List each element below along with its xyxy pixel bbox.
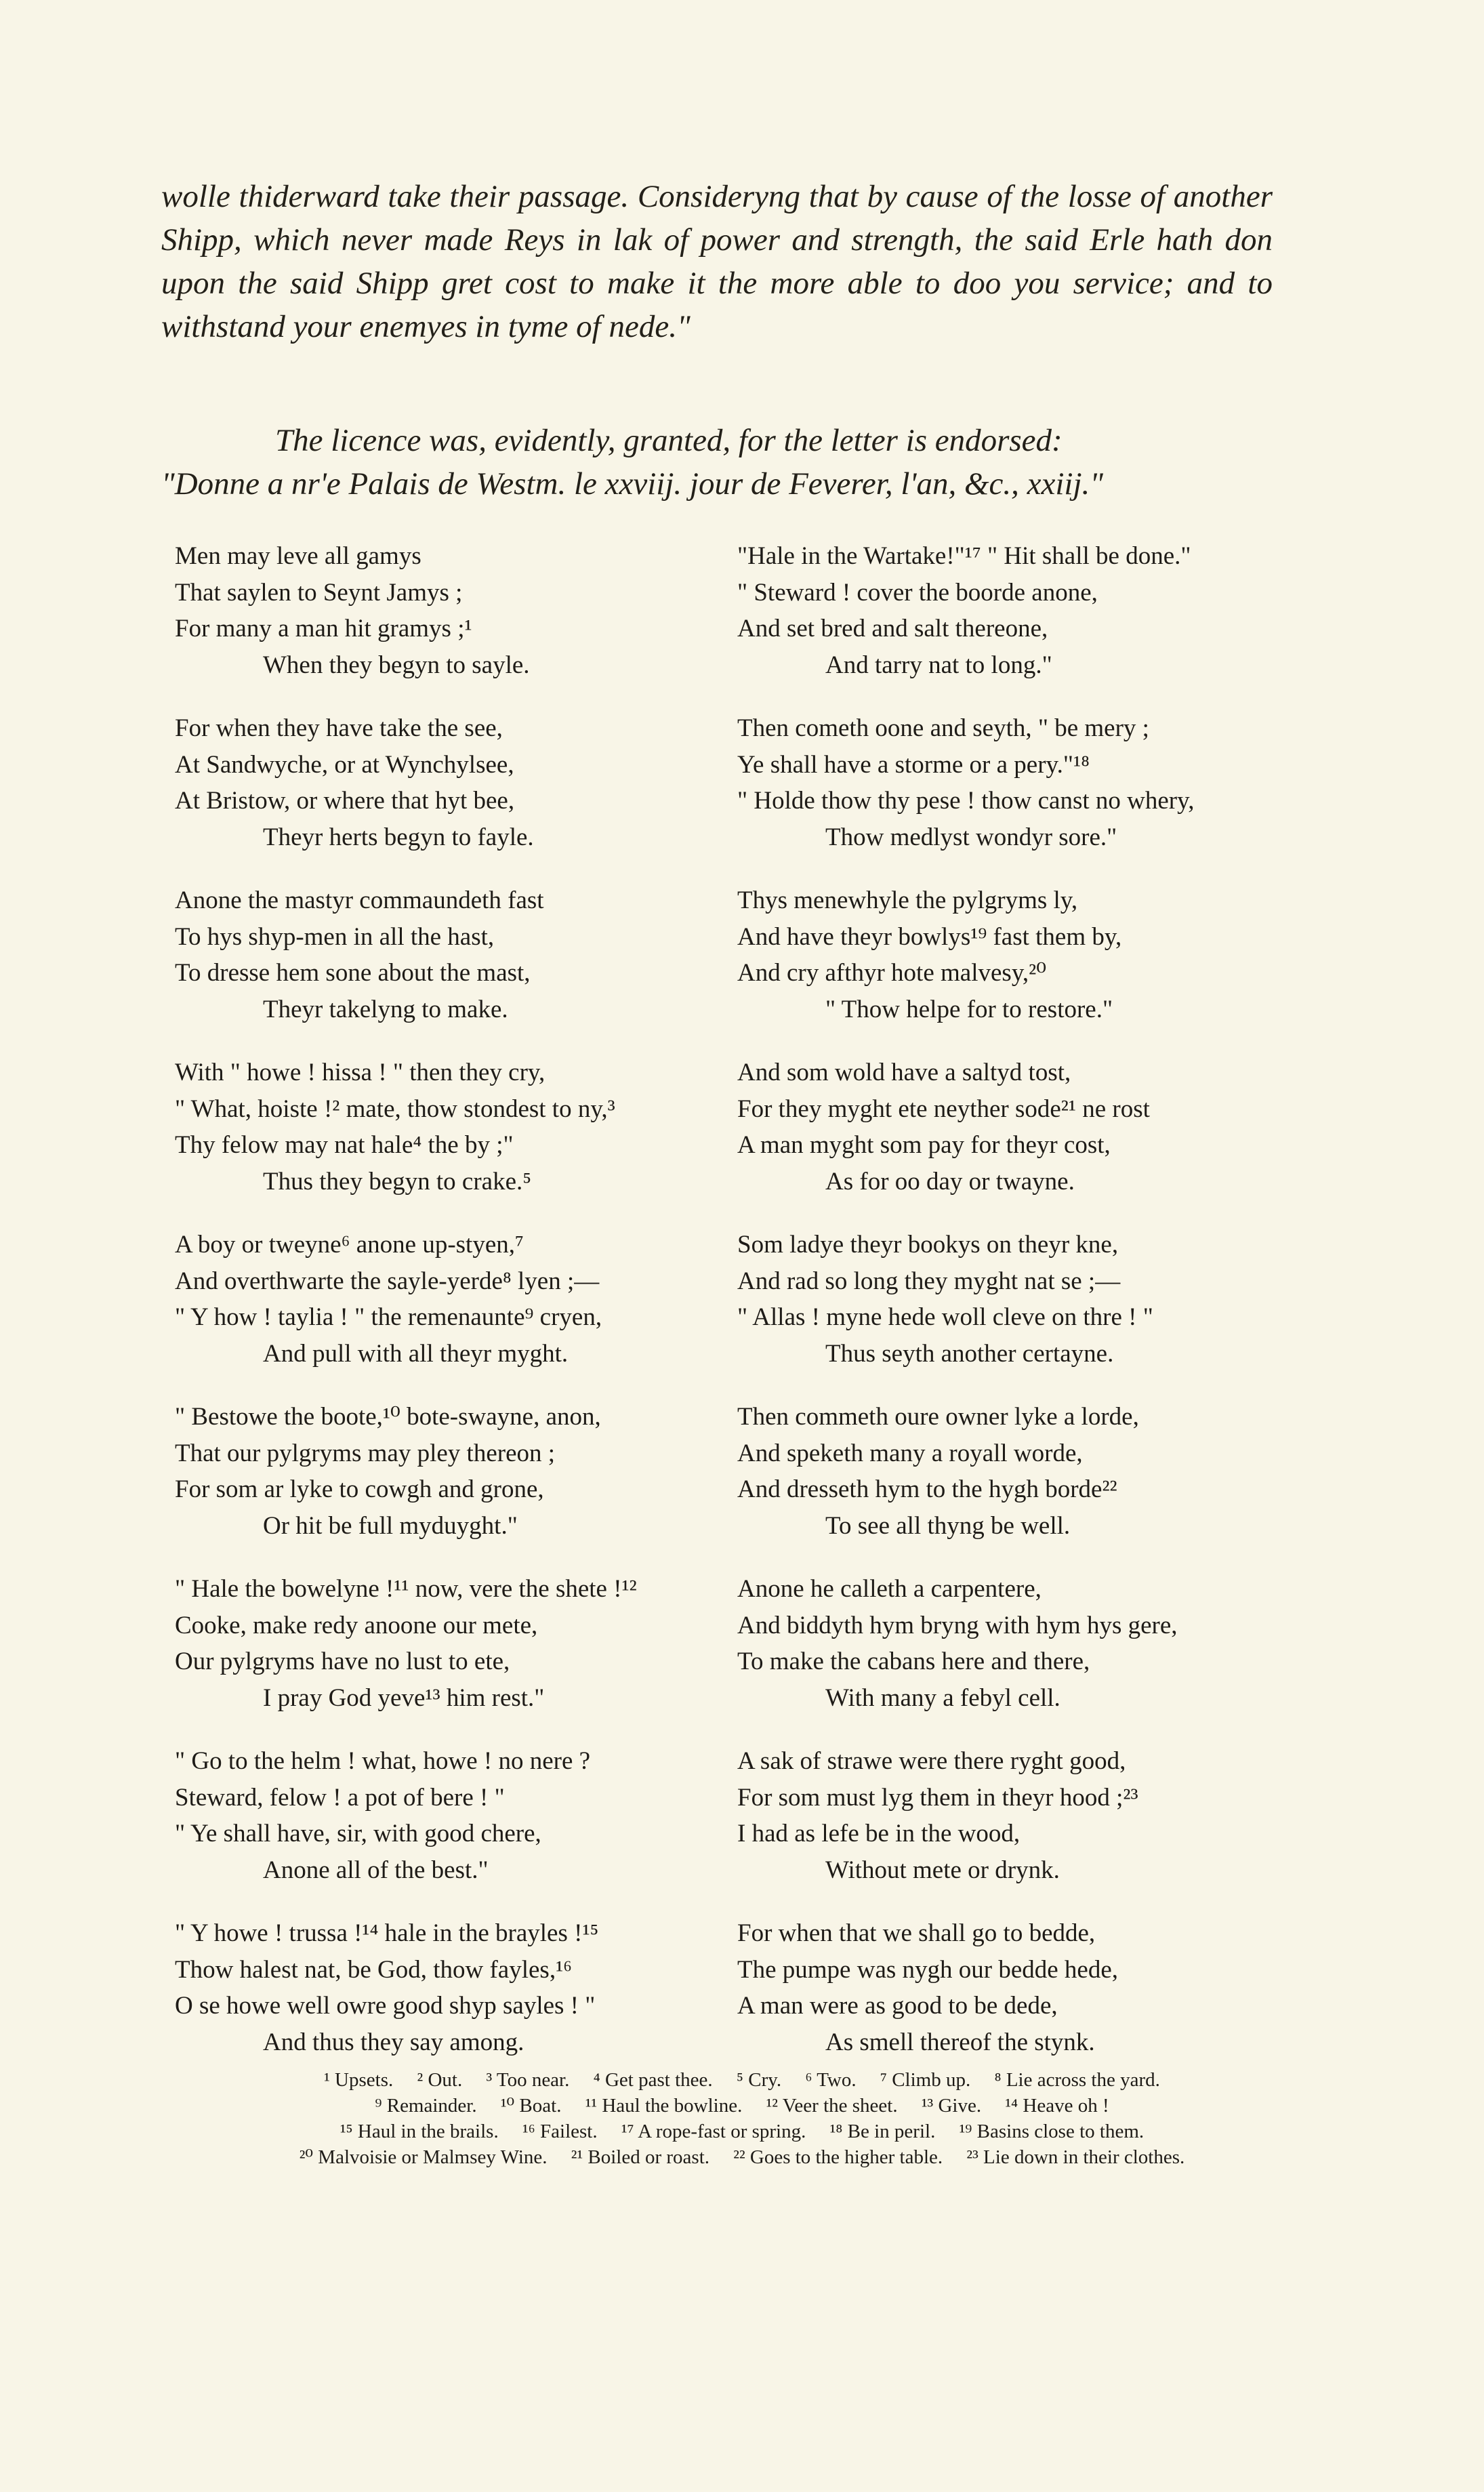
footnote: ¹⁵ Haul in the brails.: [339, 2121, 499, 2142]
footnote: ² Out.: [417, 2069, 463, 2091]
licence-line-2: "Donne a nr'e Palais de Westm. le xxviij. jour de Feverer, l'an, &c., xxiij.": [161, 466, 1104, 502]
verse-line: " Bestowe the boote,¹⁰ bote-swayne, anon,: [175, 1403, 601, 1431]
footnote: ⁵ Cry.: [736, 2069, 782, 2091]
footnote-row: [169, 2093, 1315, 2119]
verse-line: As for oo day or twayne.: [825, 1167, 1075, 1196]
verse-line: A sak of strawe were there ryght good,: [737, 1747, 1126, 1775]
verse-line: Men may leve all gamys: [175, 542, 421, 570]
footnote: ¹⁴ Heave oh !: [1005, 2095, 1109, 2117]
stanza: [175, 1571, 785, 1743]
verse-line: Anone all of the best.": [263, 1856, 489, 1884]
verse-line: And pull with all theyr myght.: [263, 1339, 569, 1368]
footnote: ¹¹ Haul the bowline.: [585, 2095, 743, 2117]
verse-line: Thy felow may nat hale⁴ the by ;": [175, 1131, 514, 1159]
verse-line: Anone he calleth a carpentere,: [737, 1575, 1042, 1603]
footnote-row: [169, 2144, 1315, 2170]
verse-line: Then commeth oure owner lyke a lorde,: [737, 1403, 1139, 1431]
verse-line: Our pylgryms have no lust to ete,: [175, 1648, 510, 1675]
footnote: ⁴ Get past thee.: [593, 2069, 713, 2091]
verse-line: And som wold have a saltyd tost,: [737, 1059, 1071, 1086]
verse-line: Som ladye theyr bookys on theyr kne,: [737, 1231, 1119, 1259]
stanza: [175, 1227, 785, 1399]
verse-line: The pumpe was nygh our bedde hede,: [737, 1955, 1119, 1984]
footnote: ²¹ Boiled or roast.: [571, 2146, 709, 2168]
verse-line: " Y howe ! trussa !¹⁴ hale in the brayles !¹⁵: [175, 1919, 599, 1947]
verse-line: Ye shall have a storme or a pery."¹⁸: [737, 750, 1090, 779]
stanza: [737, 1571, 1347, 1743]
verse-line: Or hit be full myduyght.": [263, 1511, 518, 1540]
verse-line: When they begyn to sayle.: [263, 651, 530, 679]
footnote: ²³ Lie down in their clothes.: [966, 2146, 1185, 2168]
verse-line: For som ar lyke to cowgh and grone,: [175, 1475, 544, 1503]
verse-line: And rad so long they myght nat se ;—: [737, 1267, 1121, 1295]
stanza: [737, 538, 1347, 710]
stanza: [737, 882, 1347, 1055]
verse-line: Without mete or drynk.: [825, 1856, 1060, 1884]
stanza: [175, 1915, 785, 2087]
verse-line: For when that we shall go to bedde,: [737, 1919, 1096, 1947]
verse-line: And overthwarte the sayle-yerde⁸ lyen ;—: [175, 1267, 600, 1295]
footnote: ²⁰ Malvoisie or Malmsey Wine.: [299, 2146, 548, 2168]
verse-line: " Holde thow thy pese ! thow canst no whery,: [737, 787, 1195, 815]
footnote: ¹⁶ Failest.: [522, 2121, 598, 2142]
verse-line: I pray God yeve¹³ him rest.": [263, 1683, 545, 1712]
verse-line: And have theyr bowlys¹⁹ fast them by,: [737, 922, 1122, 951]
verse-line: Anone the mastyr commaundeth fast: [175, 886, 544, 914]
verse-line: To dresse hem sone about the mast,: [175, 959, 531, 987]
verse-line: For when they have take the see,: [175, 714, 503, 742]
stanza: [737, 1055, 1347, 1227]
stanza: [175, 1743, 785, 1915]
verse-line: At Bristow, or where that hyt bee,: [175, 787, 515, 815]
footnote: ¹⁸ Be in peril.: [829, 2121, 936, 2142]
stanza: [737, 710, 1347, 882]
footnote-row: [169, 2067, 1315, 2093]
licence-line-1: The licence was, evidently, granted, for the letter is endorsed:: [275, 423, 1063, 458]
verse-line: At Sandwyche, or at Wynchylsee,: [175, 750, 514, 779]
verse-line: Thys menewhyle the pylgryms ly,: [737, 886, 1078, 914]
footnote: ³ Too near.: [486, 2069, 570, 2091]
poem-left-column: [175, 538, 785, 2087]
verse-line: " What, hoiste !² mate, thow stondest to ny,³: [175, 1095, 615, 1123]
verse-line: " Go to the helm ! what, howe ! no nere ?: [175, 1747, 591, 1775]
footnote: ¹⁰ Boat.: [500, 2095, 562, 2117]
verse-line: For som must lyg them in theyr hood ;²³: [737, 1783, 1138, 1812]
stanza: [175, 710, 785, 882]
verse-line: With many a febyl cell.: [825, 1683, 1060, 1712]
footnote: ¹⁹ Basins close to them.: [959, 2121, 1145, 2142]
poem-right-column: [737, 538, 1347, 2087]
verse-line: That our pylgryms may pley thereon ;: [175, 1439, 556, 1467]
licence-paragraph: [161, 419, 1306, 506]
stanza: [175, 538, 785, 710]
footnote: ¹² Veer the sheet.: [766, 2095, 898, 2117]
stanza: [175, 1055, 785, 1227]
footnote: ⁹ Remainder.: [375, 2095, 477, 2117]
verse-line: Thus they begyn to crake.⁵: [263, 1167, 532, 1196]
verse-line: " Y how ! taylia ! " the remenaunte⁹ cryen,: [175, 1303, 602, 1331]
verse-line: And speketh many a royall worde,: [737, 1439, 1083, 1467]
footnote: ⁷ Climb up.: [880, 2069, 971, 2091]
verse-line: " Allas ! myne hede woll cleve on thre ! ": [737, 1303, 1153, 1331]
verse-line: Thus seyth another certayne.: [825, 1339, 1114, 1368]
verse-line: Steward, felow ! a pot of bere ! ": [175, 1783, 505, 1812]
stanza: [175, 882, 785, 1055]
footnote: ²² Goes to the higher table.: [733, 2146, 943, 2168]
stanza: [737, 1227, 1347, 1399]
verse-line: " Thow helpe for to restore.": [825, 995, 1113, 1023]
footnotes: [169, 2067, 1315, 2170]
verse-line: For they myght ete neyther sode²¹ ne rost: [737, 1095, 1150, 1123]
stanza: [737, 1915, 1347, 2087]
verse-line: And set bred and salt thereone,: [737, 615, 1048, 642]
verse-line: To see all thyng be well.: [825, 1511, 1071, 1540]
verse-line: A man myght som pay for theyr cost,: [737, 1131, 1111, 1159]
stanza: [737, 1399, 1347, 1571]
verse-line: Theyr takelyng to make.: [263, 995, 508, 1023]
verse-line: " Steward ! cover the boorde anone,: [737, 578, 1098, 607]
verse-line: O se howe well owre good shyp sayles ! ": [175, 1992, 596, 2020]
verse-line: And biddyth hym bryng with hym hys gere,: [737, 1611, 1178, 1639]
verse-line: Thow halest nat, be God, thow fayles,¹⁶: [175, 1955, 573, 1984]
verse-line: A boy or tweyne⁶ anone up-styen,⁷: [175, 1231, 524, 1259]
verse-line: Thow medlyst wondyr sore.": [825, 823, 1117, 851]
verse-line: A man were as good to be dede,: [737, 1992, 1058, 2020]
verse-line: And cry afthyr hote malvesy,²⁰: [737, 959, 1047, 987]
verse-line: To hys shyp-men in all the hast,: [175, 922, 495, 951]
verse-line: " Hale the bowelyne !¹¹ now, vere the shete !¹²: [175, 1575, 637, 1603]
verse-line: "Hale in the Wartake!"¹⁷ " Hit shall be done.": [737, 542, 1191, 570]
intro-paragraph: wolle thiderward take their passage. Consideryng that by cause of the losse of another Shipp, which never made Reys in lak of power and strength, the said Erle hath don upon the said Shipp gret cost to make it the more able to doo you service; and to withstand your enemyes in tyme of nede.": [161, 179, 1273, 344]
verse-line: I had as lefe be in the wood,: [737, 1820, 1021, 1847]
stanza: [737, 1743, 1347, 1915]
verse-line: That saylen to Seynt Jamys ;: [175, 578, 463, 607]
footnote: ¹³ Give.: [921, 2095, 982, 2117]
verse-line: " Ye shall have, sir, with good chere,: [175, 1820, 541, 1847]
verse-line: And thus they say among.: [263, 2028, 524, 2056]
verse-line: For many a man hit gramys ;¹: [175, 615, 472, 642]
verse-line: Cooke, make redy anoone our mete,: [175, 1611, 538, 1639]
footnote: ¹⁷ A rope-fast or spring.: [621, 2121, 806, 2142]
verse-line: And tarry nat to long.": [825, 651, 1052, 679]
footnote-row: [169, 2119, 1315, 2144]
verse-line: Theyr herts begyn to fayle.: [263, 823, 534, 851]
stanza: [175, 1399, 785, 1571]
footnote: ⁶ Two.: [805, 2069, 857, 2091]
footnote: ⁸ Lie across the yard.: [994, 2069, 1160, 2091]
verse-line: To make the cabans here and there,: [737, 1648, 1090, 1675]
verse-line: And dresseth hym to the hygh borde²²: [737, 1475, 1117, 1503]
verse-line: With " howe ! hissa ! " then they cry,: [175, 1059, 545, 1086]
verse-line: Then cometh oone and seyth, " be mery ;: [737, 714, 1149, 742]
footnote: ¹ Upsets.: [324, 2069, 394, 2091]
verse-line: As smell thereof the stynk.: [825, 2028, 1095, 2056]
